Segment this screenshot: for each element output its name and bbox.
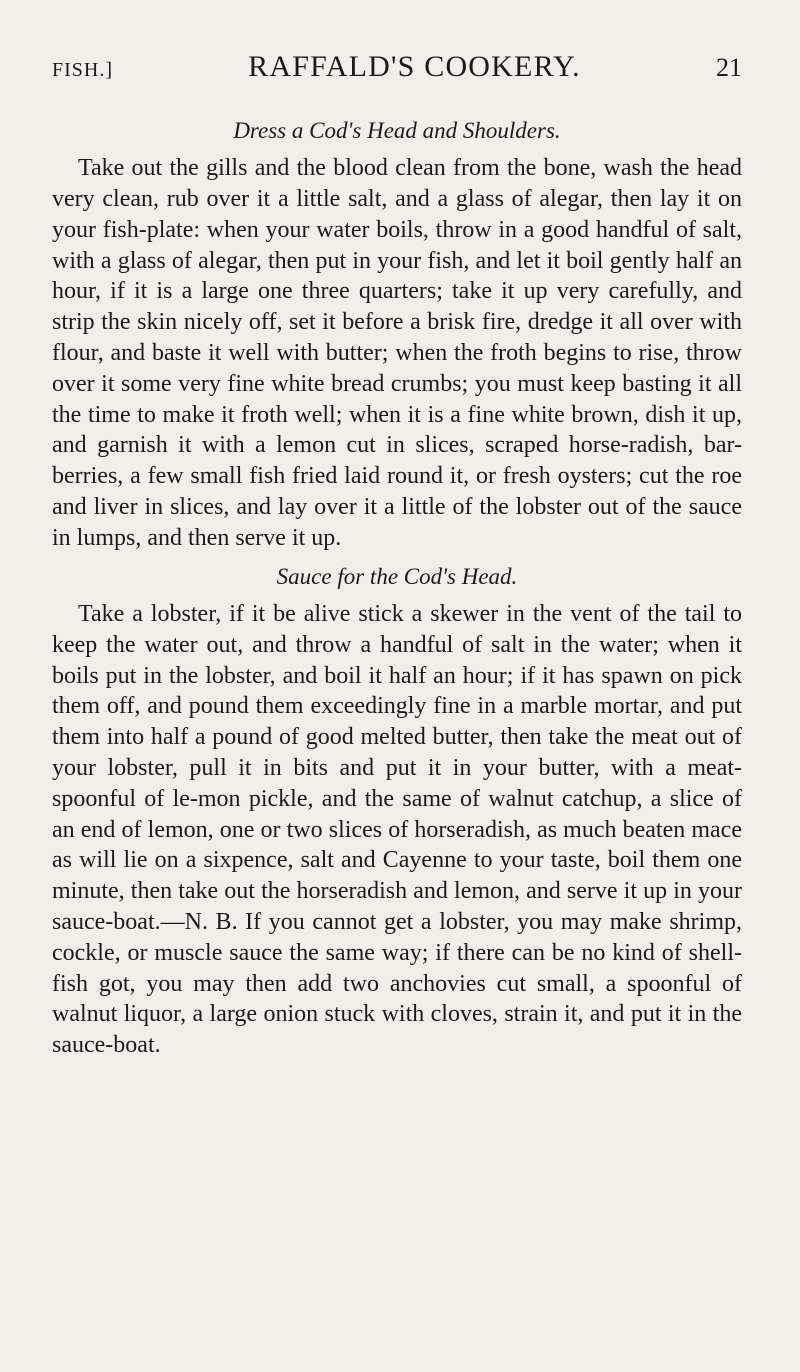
recipe-sauce-cods-head bbox=[52, 564, 742, 1061]
recipe-dress-cods-head bbox=[52, 118, 742, 554]
recipe-paragraph: Take a lobster, if it be alive stick a skewer in the vent of the tail to keep the water out, and throw a handful of salt in the water; when it boils put in the lobster, and boil it half an hour; if it has spawn on pick them off, and pound them exceedingly fine in a marble mortar, and put them into half a pound of good melted butter, then take the meat out of your lobster, pull it in bits and put it in your butter, with a meat-spoonful of le-mon pickle, and the same of walnut catchup, a slice of an end of lemon, one or two slices of horseradish, as much beaten mace as will lie on a sixpence, salt and Cayenne to your taste, boil them one minute, then take out the horseradish and lemon, and serve it up in your sauce-boat.—N. B. If you cannot get a lobster, you may make shrimp, cockle, or muscle sauce the same way; if there can be no kind of shell-fish got, you may then add two anchovies cut small, a spoonful of walnut liquor, a large onion stuck with cloves, strain it, and put it in the sauce-boat. bbox=[52, 600, 742, 1059]
page-number: 21 bbox=[715, 53, 742, 82]
recipe-title: Dress a Cod's Head and Shoulders. bbox=[233, 118, 561, 143]
section-gap bbox=[52, 554, 742, 564]
recipe-paragraph: Take out the gills and the blood clean from the bone, wash the head very clean, rub over it a little salt, and a glass of alegar, then lay it on your fish-plate: when your water boils, throw in a good handful of salt, with a glass of alegar, then put in your fish, and let it boil gently half an hour, if it is a large one three quarters; take it up very carefully, and strip the skin nicely off, set it before a brisk fire, dredge it all over with flour, and baste it well with butter; when the froth begins to rise, throw over it some very fine white bread crumbs; you must keep basting it all the time to make it froth well; when it is a fine white brown, dish it up, and garnish it with a lemon cut in slices, scraped horse-radish, bar-berries, a few small fish fried laid round it, or fresh oysters; cut the roe and liver in slices, and lay over it a little of the lobster out of the sauce in lumps, and then serve it up. bbox=[52, 155, 742, 551]
running-section: FISH.] bbox=[52, 59, 114, 81]
recipe-title: Sauce for the Cod's Head. bbox=[276, 563, 518, 589]
running-head bbox=[52, 52, 742, 82]
running-title: RAFFALD'S COOKERY. bbox=[248, 50, 581, 83]
